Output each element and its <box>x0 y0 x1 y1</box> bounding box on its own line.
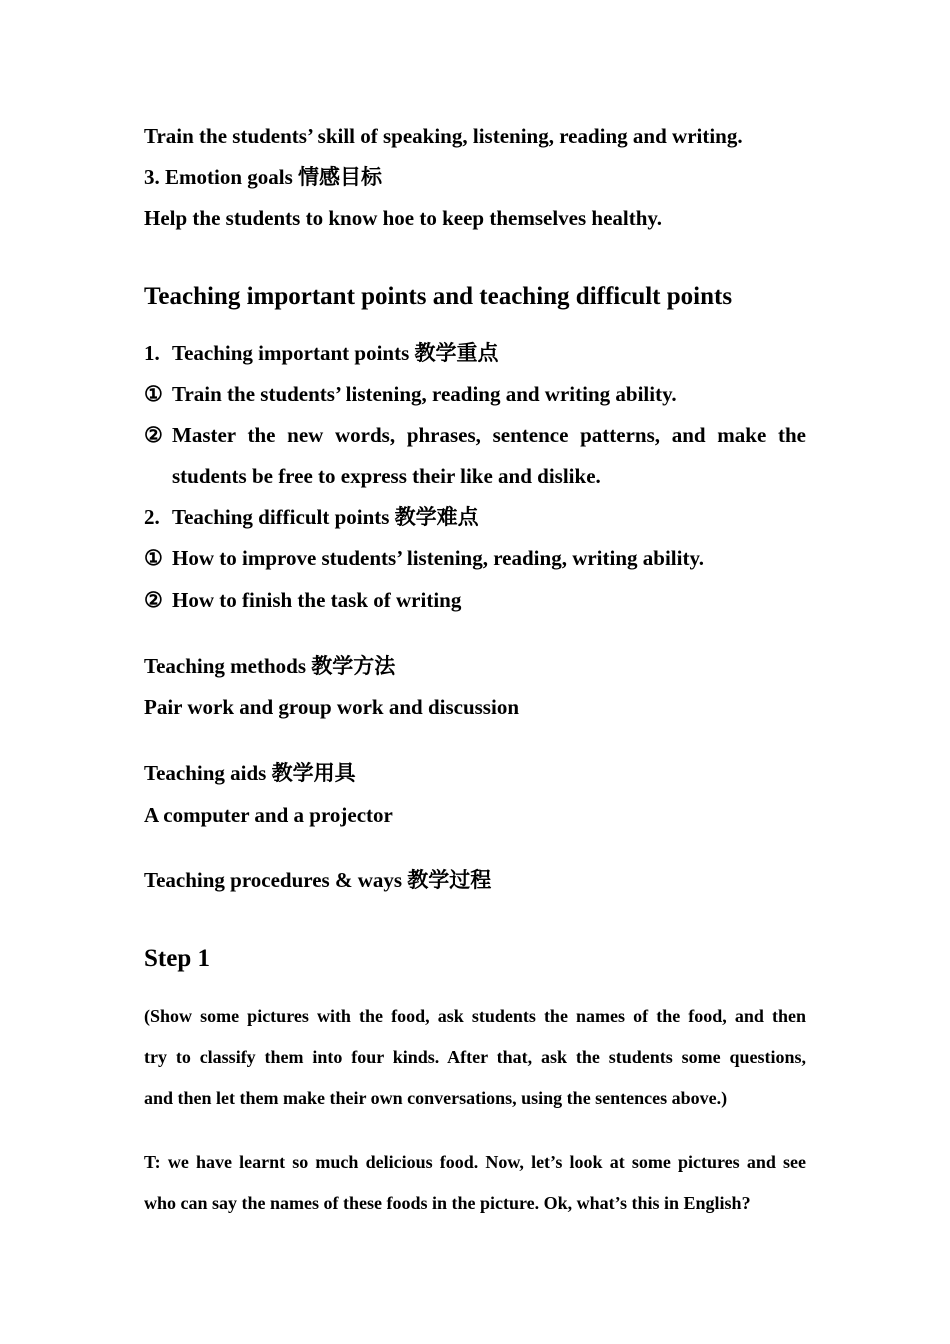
step-1-instruction-line-2: try to classify them into four kinds. After that, ask the students some questions, <box>144 1047 806 1067</box>
item-label: Teaching important points 教学重点 <box>172 341 499 365</box>
emotion-goals-title: 3. Emotion goals 情感目标 <box>144 165 383 189</box>
teaching-methods-text: Pair work and group work and discussion <box>144 695 519 719</box>
important-point-2-line-1: Master the new words, phrases, sentence patterns, and make the <box>172 423 806 447</box>
teaching-aids-text: A computer and a projector <box>144 803 393 827</box>
teaching-aids-title: Teaching aids 教学用具 <box>144 761 356 785</box>
difficult-points-item <box>144 503 479 531</box>
circled-two-marker: ② <box>144 588 163 612</box>
skill-goal-text: Train the students’ skill of speaking, listening, reading and writing. <box>144 124 743 148</box>
item-label: Teaching difficult points 教学难点 <box>172 505 479 529</box>
emotion-goals-text: Help the students to know hoe to keep themselves healthy. <box>144 206 663 230</box>
circled-two-marker: ② <box>144 423 163 447</box>
important-point-1: Train the students’ listening, reading and writing ability. <box>172 382 677 406</box>
teacher-dialogue-line-2: who can say the names of these foods in the picture. Ok, what’s this in English? <box>144 1193 751 1213</box>
important-points-item <box>144 339 499 367</box>
step-1-heading: Step 1 <box>144 945 210 972</box>
circled-one-marker: ① <box>144 382 163 406</box>
teaching-methods-title: Teaching methods 教学方法 <box>144 654 396 678</box>
step-1-instruction-line-3: and then let them make their own conversations, using the sentences above.) <box>144 1088 728 1108</box>
teacher-dialogue-line-1: T: we have learnt so much delicious food. Now, let’s look at some pictures and see <box>144 1152 806 1172</box>
difficult-point-1: How to improve students’ listening, reading, writing ability. <box>172 546 705 570</box>
difficult-point-2: How to finish the task of writing <box>172 588 462 612</box>
item-number: 2. <box>144 505 160 529</box>
important-difficult-points-heading: Teaching important points and teaching difficult points <box>144 283 733 310</box>
step-1-instruction-line-1: (Show some pictures with the food, ask students the names of the food, and then <box>144 1006 806 1026</box>
circled-one-marker: ① <box>144 546 163 570</box>
teaching-procedures-title: Teaching procedures & ways 教学过程 <box>144 868 492 892</box>
item-number: 1. <box>144 341 160 365</box>
important-point-2-line-2: students be free to express their like and dislike. <box>172 464 601 488</box>
